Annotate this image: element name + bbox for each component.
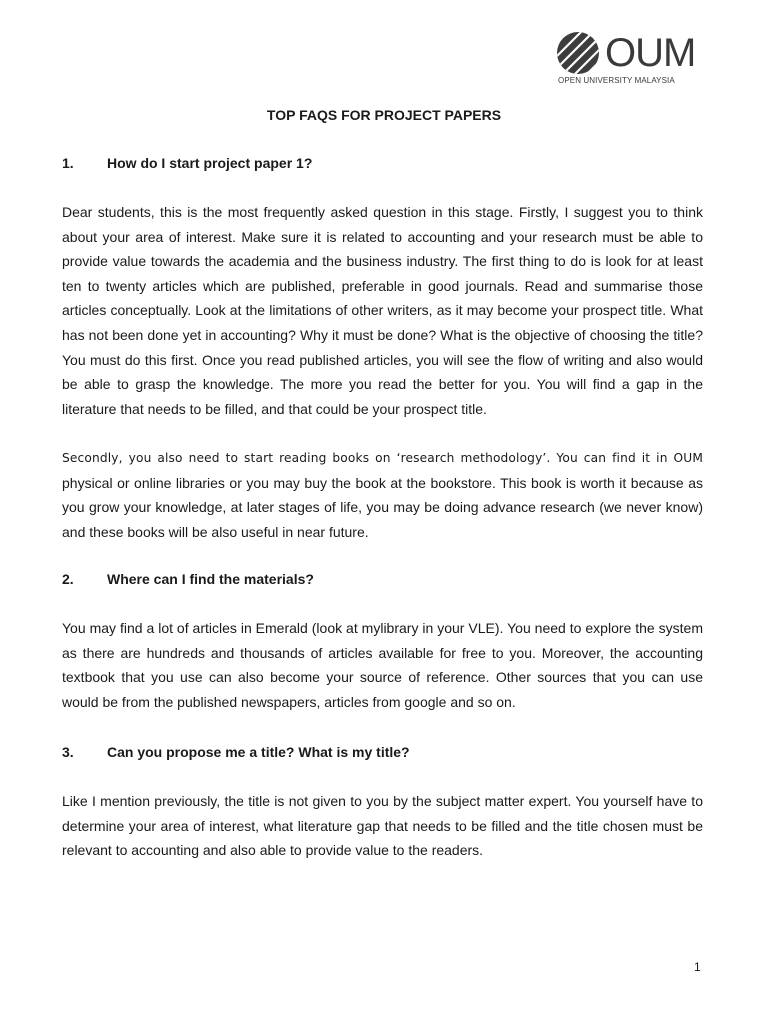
document-title: TOP FAQS FOR PROJECT PAPERS <box>266 107 502 123</box>
question-text: Can you propose me a title? What is my title? <box>107 744 410 760</box>
question-text: Where can I find the materials? <box>107 571 314 587</box>
paragraph-rest: physical or online libraries or you may buy the book at the bookstore. This book is worth it because as you grow your knowledge, at later stages of life, you may be doing advance research (we never know) and these books will be also useful in near future. <box>62 474 703 540</box>
question-3 <box>62 743 410 761</box>
question-number: 1. <box>62 155 74 171</box>
logo-subtitle: OPEN UNIVERSITY MALAYSIA <box>558 76 675 85</box>
page-number: 1 <box>694 960 701 974</box>
question-number: 2. <box>62 571 74 587</box>
oum-globe-icon <box>555 30 601 76</box>
oum-logo <box>555 30 705 90</box>
question-text: How do I start project paper 1? <box>107 155 313 171</box>
answer-3-paragraph-1: Like I mention previously, the title is not given to you by the subject matter expert. You yourself have to determine your area of interest, what literature gap that needs to be filled and the title chosen must be relevant to accounting and also able to provide value to the readers. <box>62 793 703 859</box>
question-2 <box>62 570 314 588</box>
answer-1-paragraph-2 <box>62 445 703 544</box>
answer-2-paragraph-1: You may find a lot of articles in Emerald (look at mylibrary in your VLE). You need to explore the system as there are hundreds and thousands of articles available for free to you. Moreover, the accounting textbook that you use can also become your source of reference. Other sources that you can use would be from the published newspapers, articles from google and so on. <box>62 620 703 710</box>
paragraph-lead: Secondly, you also need to start reading books on ‘research methodology’. You can find it in OUM <box>62 451 703 465</box>
logo-wordmark: OUM <box>605 31 696 75</box>
question-1 <box>62 154 312 172</box>
question-number: 3. <box>62 744 74 760</box>
answer-1-paragraph-1: Dear students, this is the most frequently asked question in this stage. Firstly, I suggest you to think about your area of interest. Make sure it is related to accounting and your research must be able to provide value towards the academia and the business industry. The first thing to do is look for at least ten to twenty articles which are published, preferable in good journals. Read and summarise those articles conceptually. Look at the limitations of other writers, as it may become your prospect title. What has not been done yet in accounting? Why it must be done? What is the objective of choosing the title? You must do this first. Once you read published articles, you will see the flow of writing and also would be able to grasp the knowledge. The more you read the better for you. You will find a gap in the literature that needs to be filled, and that could be your prospect title. <box>62 204 703 417</box>
